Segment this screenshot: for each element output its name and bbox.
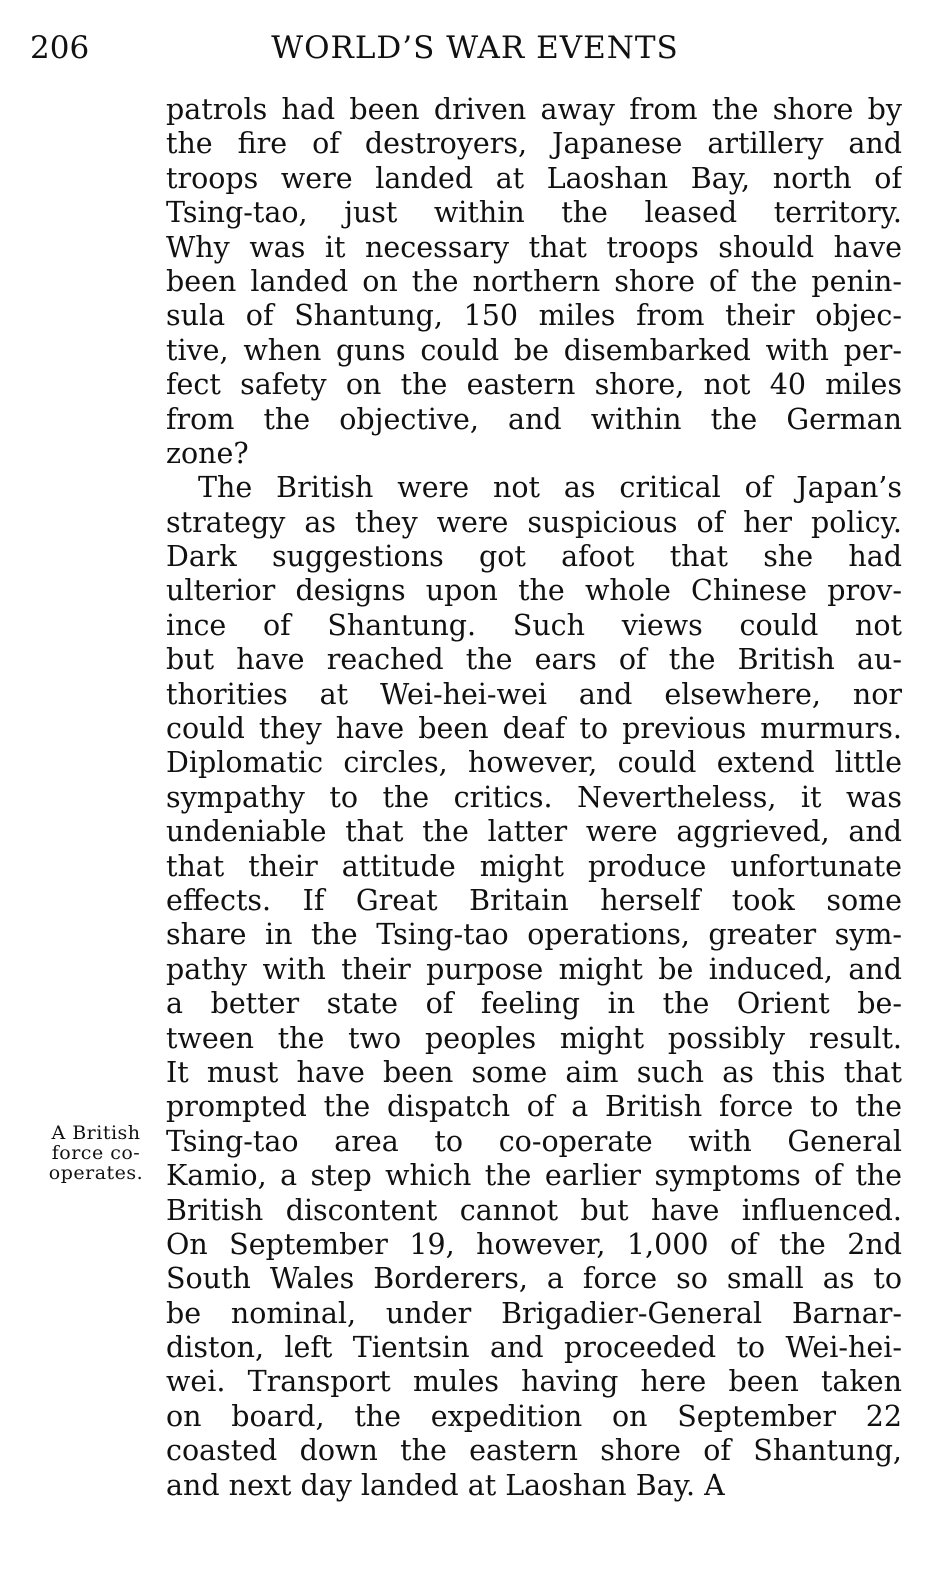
- text-line: Tsing-tao area to co-operate with General: [166, 1124, 902, 1158]
- text-line: the fire of destroyers, Japanese artillery and: [166, 127, 902, 161]
- text-line: Kamio, a step which the earlier symptoms of the: [166, 1159, 902, 1193]
- text-line: but have reached the ears of the British au-: [166, 643, 902, 677]
- text-line: On September 19, however, 1,000 of the 2nd: [166, 1227, 902, 1261]
- text-line: Why was it necessary that troops should have: [166, 230, 902, 264]
- running-title: WORLD’S WAR EVENTS: [271, 30, 679, 66]
- text-line: a better state of feeling in the Orient be-: [166, 987, 902, 1021]
- text-line: undeniable that the latter were aggrieved, and: [166, 815, 902, 849]
- text-line: fect safety on the eastern shore, not 40 miles: [166, 368, 902, 402]
- paragraph: [166, 471, 902, 1503]
- text-line: could they have been deaf to previous murmurs.: [166, 712, 902, 746]
- body-text: [166, 93, 902, 1503]
- text-line: South Wales Borderers, a force so small as to: [166, 1262, 902, 1296]
- text-line: ulterior designs upon the whole Chinese prov-: [166, 574, 902, 608]
- text-line: It must have been some aim such as this that: [166, 1055, 902, 1089]
- text-line: strategy as they were suspicious of her policy.: [166, 505, 902, 539]
- text-line: coasted down the eastern shore of Shantung,: [166, 1434, 902, 1468]
- text-line: Tsing-tao, just within the leased territory.: [166, 196, 902, 230]
- text-line: ince of Shantung. Such views could not: [166, 608, 902, 642]
- text-line: thorities at Wei-hei-wei and elsewhere, nor: [166, 677, 902, 711]
- text-line: sympathy to the critics. Nevertheless, it was: [166, 780, 902, 814]
- text-line: diston, left Tientsin and proceeded to Wei-hei-: [166, 1331, 902, 1365]
- text-line: The British were not as critical of Japan’s: [198, 471, 902, 505]
- text-line: zone?: [166, 436, 249, 470]
- text-line: Diplomatic circles, however, could extend little: [166, 746, 902, 780]
- margin-note-line: A British: [51, 1122, 141, 1144]
- text-line: prompted the dispatch of a British force to the: [166, 1090, 902, 1124]
- text-line: be nominal, under Brigadier-General Barnar-: [166, 1296, 902, 1330]
- paragraph: [166, 93, 902, 471]
- text-line: effects. If Great Britain herself took some: [166, 883, 902, 917]
- text-line: sula of Shantung, 150 miles from their objec-: [166, 299, 902, 333]
- text-line: from the objective, and within the German: [166, 402, 902, 436]
- text-line: and next day landed at Laoshan Bay. A: [166, 1468, 725, 1502]
- text-line: British discontent cannot but have influenced.: [166, 1193, 902, 1227]
- margin-note: [36, 1123, 156, 1183]
- text-line: share in the Tsing-tao operations, greater sym-: [166, 918, 902, 952]
- text-line: wei. Transport mules having here been taken: [166, 1365, 902, 1399]
- text-line: patrols had been driven away from the shore by: [166, 93, 902, 126]
- text-line: been landed on the northern shore of the penin-: [166, 264, 902, 298]
- text-line: tween the two peoples might possibly result.: [166, 1021, 902, 1055]
- text-line: tive, when guns could be disembarked with per-: [166, 333, 902, 367]
- text-line: pathy with their purpose might be induced, and: [166, 952, 902, 986]
- margin-note-line: force co-: [51, 1142, 141, 1164]
- text-line: Dark suggestions got afoot that she had: [166, 540, 902, 574]
- page-number: 206: [30, 30, 90, 66]
- text-line: that their attitude might produce unfortunate: [166, 849, 902, 883]
- text-line: on board, the expedition on September 22: [166, 1399, 902, 1433]
- text-line: troops were landed at Laoshan Bay, north of: [166, 161, 902, 195]
- margin-note-line: operates.: [48, 1162, 144, 1184]
